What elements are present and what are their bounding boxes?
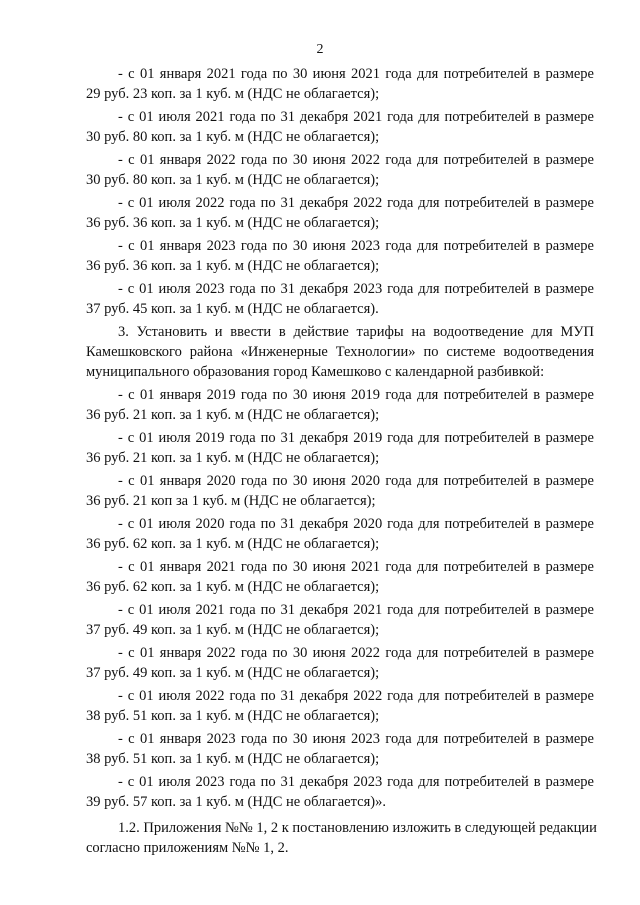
tariff-item	[86, 471, 594, 511]
tariff-price: 38 руб. 51 коп. за 1 куб. м (НДС не облагается);	[86, 751, 380, 767]
section-1-2-paragraph	[86, 818, 597, 858]
section-3-line: 3. Установить и ввести в действие тарифы на водоотведение для МУП	[118, 324, 594, 340]
tariff-item	[86, 150, 594, 190]
tariff-price: 29 руб. 23 коп. за 1 куб. м (НДС не облагается);	[86, 86, 380, 102]
tariff-price: 36 руб. 62 коп. за 1 куб. м (НДС не облагается);	[86, 536, 380, 552]
tariff-item	[86, 385, 594, 425]
tariff-item	[86, 600, 594, 640]
tariff-price: 37 руб. 45 коп. за 1 куб. м (НДС не облагается).	[86, 301, 379, 317]
tariff-item	[86, 428, 594, 468]
tariff-period: - с 01 января 2023 года по 30 июня 2023 года для потребителей в размере	[118, 238, 594, 254]
tariff-price: 36 руб. 36 коп. за 1 куб. м (НДС не облагается);	[86, 215, 380, 231]
tariff-price: 36 руб. 62 коп. за 1 куб. м (НДС не облагается);	[86, 579, 380, 595]
section-3-line: Камешковского района «Инженерные Технологии» по системе водоотведения	[86, 344, 594, 360]
tariff-price: 30 руб. 80 коп. за 1 куб. м (НДС не облагается);	[86, 129, 380, 145]
tariff-period: - с 01 июля 2019 года по 31 декабря 2019 года для потребителей в размере	[118, 430, 594, 446]
tariff-price: 36 руб. 21 коп. за 1 куб. м (НДС не облагается);	[86, 450, 380, 466]
tariff-period: - с 01 июля 2021 года по 31 декабря 2021 года для потребителей в размере	[118, 602, 594, 618]
tariff-price: 36 руб. 21 коп. за 1 куб. м (НДС не облагается);	[86, 407, 380, 423]
tariff-item	[86, 64, 594, 104]
tariff-price: 36 руб. 21 коп за 1 куб. м (НДС не облагается);	[86, 493, 376, 509]
tariff-price: 38 руб. 51 коп. за 1 куб. м (НДС не облагается);	[86, 708, 380, 724]
tariff-period: - с 01 января 2021 года по 30 июня 2021 года для потребителей в размере	[118, 66, 594, 82]
water-supply-tariff-list	[86, 64, 594, 319]
page-number: 2	[316, 42, 324, 57]
tariff-item	[86, 279, 594, 319]
tariff-item	[86, 193, 594, 233]
tariff-period: - с 01 января 2019 года по 30 июня 2019 года для потребителей в размере	[118, 387, 594, 403]
tariff-item	[86, 107, 594, 147]
tariff-period: - с 01 июля 2021 года по 31 декабря 2021 года для потребителей в размере	[118, 109, 594, 125]
tariff-period: - с 01 января 2022 года по 30 июня 2022 года для потребителей в размере	[118, 645, 594, 661]
section-1-2-line: 1.2. Приложения №№ 1, 2 к постановлению изложить в следующей редакции	[118, 820, 597, 836]
wastewater-tariff-list	[86, 385, 594, 812]
tariff-period: - с 01 января 2021 года по 30 июня 2021 года для потребителей в размере	[118, 559, 594, 575]
tariff-price: 36 руб. 36 коп. за 1 куб. м (НДС не облагается);	[86, 258, 380, 274]
tariff-period: - с 01 июля 2023 года по 31 декабря 2023 года для потребителей в размере	[118, 774, 594, 790]
tariff-item	[86, 643, 594, 683]
tariff-item	[86, 514, 594, 554]
tariff-item	[86, 557, 594, 597]
tariff-period: - с 01 января 2023 года по 30 июня 2023 года для потребителей в размере	[118, 731, 594, 747]
tariff-price: 30 руб. 80 коп. за 1 куб. м (НДС не облагается);	[86, 172, 380, 188]
tariff-period: - с 01 июля 2022 года по 31 декабря 2022 года для потребителей в размере	[118, 688, 594, 704]
tariff-period: - с 01 июля 2023 года по 31 декабря 2023 года для потребителей в размере	[118, 281, 594, 297]
tariff-price: 37 руб. 49 коп. за 1 куб. м (НДС не облагается);	[86, 622, 380, 638]
section-3-paragraph	[86, 322, 594, 382]
tariff-item	[86, 686, 594, 726]
tariff-item	[86, 729, 594, 769]
tariff-price: 39 руб. 57 коп. за 1 куб. м (НДС не облагается)».	[86, 794, 386, 810]
tariff-period: - с 01 июля 2020 года по 31 декабря 2020 года для потребителей в размере	[118, 516, 594, 532]
section-3-line: муниципального образования город Камешково с календарной разбивкой:	[86, 364, 545, 380]
tariff-period: - с 01 января 2022 года по 30 июня 2022 года для потребителей в размере	[118, 152, 594, 168]
tariff-price: 37 руб. 49 коп. за 1 куб. м (НДС не облагается);	[86, 665, 380, 681]
tariff-period: - с 01 января 2020 года по 30 июня 2020 года для потребителей в размере	[118, 473, 594, 489]
document-body	[86, 64, 597, 861]
tariff-period: - с 01 июля 2022 года по 31 декабря 2022 года для потребителей в размере	[118, 195, 594, 211]
tariff-item	[86, 236, 594, 276]
tariff-item	[86, 772, 594, 812]
section-1-2-line: согласно приложениям №№ 1, 2.	[86, 840, 289, 856]
